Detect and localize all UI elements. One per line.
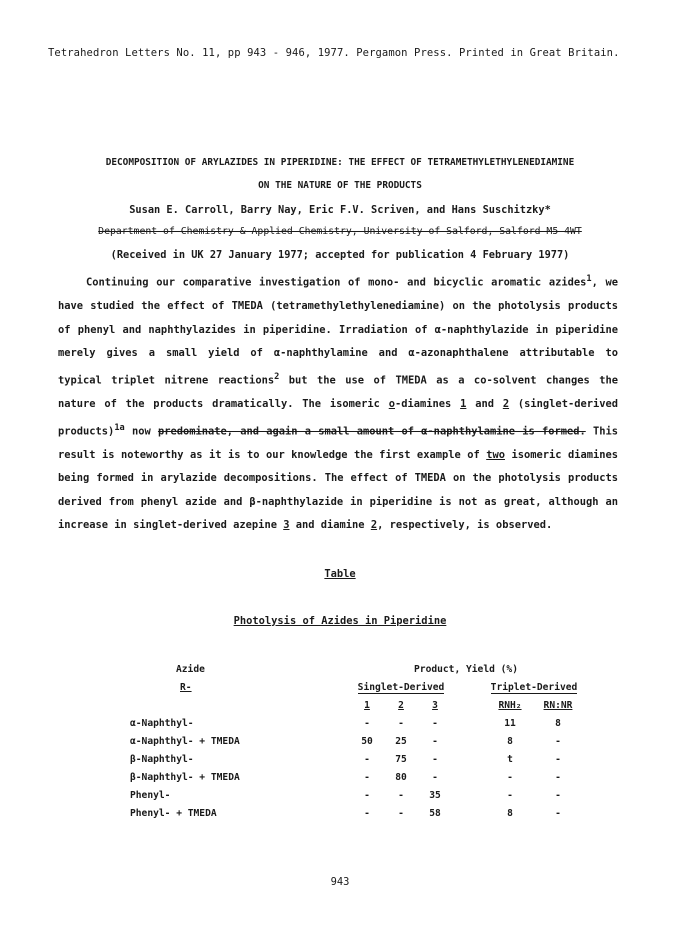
triplet-header-text: Triplet-Derived — [490, 681, 578, 693]
azide-name-cell: α-Naphthyl- — [130, 717, 194, 729]
yield-cell: - — [555, 771, 561, 783]
table-subheader-row — [130, 696, 582, 714]
gap-cell — [452, 714, 486, 732]
author-list: Susan E. Carroll, Barry Nay, Eric F.V. Scriven, and Hans Suschitzky* — [129, 204, 551, 216]
col-rnnr-text: RN:NR — [543, 699, 573, 711]
yield-cell: - — [364, 789, 370, 801]
col-rnh2 — [486, 696, 534, 714]
yield-cell: 8 — [507, 735, 513, 747]
triplet-header — [486, 678, 582, 696]
yield-cell: 50 — [361, 735, 373, 747]
gap-cell — [452, 768, 486, 786]
table-caption-text: Photolysis of Azides in Piperidine — [233, 615, 447, 627]
col-rnh2-text: RNH₂ — [498, 699, 522, 711]
yield-cell: - — [432, 753, 438, 765]
yield-cell: 80 — [395, 771, 407, 783]
gap-cell — [452, 804, 486, 822]
blank-cell — [130, 696, 350, 714]
ortho-prefix: o — [388, 397, 395, 410]
yield-cell: 58 — [429, 807, 441, 819]
text-run: Continuing our comparative investigation of mono- and bicyclic aromatic azides — [86, 276, 587, 289]
text-run: (singlet-derived products) — [58, 397, 618, 437]
gap-cell — [452, 732, 486, 750]
singlet-header — [350, 678, 452, 696]
column-header-r-text: R- — [180, 681, 192, 693]
yield-cell: - — [364, 807, 370, 819]
col-3-text: 3 — [432, 699, 438, 711]
table-caption — [0, 615, 680, 627]
table-row — [130, 768, 582, 786]
compound-number: 1 — [460, 397, 467, 410]
yield-cell: 25 — [395, 735, 407, 747]
received-date: (Received in UK 27 January 1977; accepted for publication 4 February 1977) — [110, 249, 570, 261]
emphasis-two: two — [486, 448, 505, 461]
yield-cell: - — [555, 789, 561, 801]
yield-cell: - — [432, 717, 438, 729]
table-row — [130, 786, 582, 804]
column-header-product: Product, Yield (%) — [414, 663, 518, 675]
yield-cell: - — [507, 789, 513, 801]
gap-cell — [452, 696, 486, 714]
yield-cell: - — [507, 771, 513, 783]
table-row — [130, 750, 582, 768]
struck-text: predominate, and again a small amount of α-naphthylamine is formed. — [157, 424, 586, 437]
affiliation: Department of Chemistry & Applied Chemistry, University of Salford, Salford M5 4WT — [98, 226, 582, 237]
compound-number: 2 — [370, 519, 378, 532]
text-run: , respectively, is observed. — [377, 519, 553, 532]
page-number: 943 — [330, 876, 350, 888]
yield-cell: - — [432, 735, 438, 747]
text-run: This result is noteworthy as it is to our knowledge the first example of — [58, 424, 618, 461]
text-run: , we have studied the effect of TMEDA (tetramethylethylenediamine) on the photolysis products of phenyl and naphthylazides in piperidine. Irradiation of α-naphthylazide in piperidine merely gives a small yield of α-naphthylamine and α-azonaphthalene attributable to typical triplet nitrene reactions — [58, 276, 618, 387]
compound-number: 2 — [502, 397, 510, 410]
col-1-text: 1 — [364, 699, 370, 711]
yield-cell: - — [364, 717, 370, 729]
table-header-row — [130, 660, 582, 678]
yield-cell: 35 — [429, 789, 441, 801]
yield-cell: 8 — [507, 807, 513, 819]
table-row — [130, 732, 582, 750]
table-label — [0, 568, 680, 580]
text-run: now — [124, 424, 158, 437]
column-header-r — [130, 678, 350, 696]
col-2 — [384, 696, 418, 714]
text-run: isomeric diamines being formed in arylazide decompositions. The effect of TMEDA on the photolysis products derived from phenyl azide and β-naphthylazide in piperidine is not as great, although an increase in singlet-derived azepine — [58, 448, 619, 532]
text-run: -diamines — [395, 397, 461, 410]
azide-name-cell: β-Naphthyl- — [130, 753, 194, 765]
column-header-azide: Azide — [176, 663, 205, 675]
gap-cell — [452, 678, 486, 696]
azide-name-cell: Phenyl- — [130, 789, 171, 801]
yield-cell: - — [364, 771, 370, 783]
text-run: and diamine — [289, 519, 371, 532]
text-run: and — [466, 397, 503, 410]
compound-number: 3 — [283, 519, 290, 532]
yield-cell: 8 — [555, 717, 561, 729]
col-1 — [350, 696, 384, 714]
col-2-text: 2 — [398, 699, 404, 711]
yield-cell: - — [398, 717, 404, 729]
table-row — [130, 714, 582, 732]
yield-cell: 11 — [504, 717, 516, 729]
results-table — [130, 660, 582, 822]
yield-cell: - — [555, 735, 561, 747]
azide-name-cell: α-Naphthyl- + TMEDA — [130, 735, 240, 747]
table-label-text: Table — [324, 568, 356, 580]
text-run: but the use of TMEDA as a co-solvent changes the nature of the products dramatically. The isomeric — [58, 374, 618, 410]
azide-name-cell: β-Naphthyl- + TMEDA — [130, 771, 240, 783]
yield-cell: - — [398, 807, 404, 819]
yield-cell: - — [555, 753, 561, 765]
yield-cell: - — [432, 771, 438, 783]
table-row — [130, 804, 582, 822]
yield-cell: - — [398, 789, 404, 801]
paper-title-line-2: ON THE NATURE OF THE PRODUCTS — [258, 180, 422, 191]
singlet-header-text: Singlet-Derived — [357, 681, 445, 693]
reference-marker: 1 — [586, 274, 592, 284]
azide-name-cell: Phenyl- + TMEDA — [130, 807, 217, 819]
col-rnnr — [534, 696, 582, 714]
reference-marker: 2 — [274, 371, 280, 382]
gap-cell — [452, 786, 486, 804]
body-paragraph — [58, 268, 618, 538]
yield-cell: - — [364, 753, 370, 765]
yield-cell: 75 — [395, 753, 407, 765]
yield-cell: - — [555, 807, 561, 819]
reference-marker: 1a — [114, 422, 125, 433]
gap-cell — [452, 750, 486, 768]
table-header-row — [130, 678, 582, 696]
yield-cell: t — [507, 753, 513, 765]
col-3 — [418, 696, 452, 714]
paper-title-line-1: DECOMPOSITION OF ARYLAZIDES IN PIPERIDINE: THE EFFECT OF TETRAMETHYLETHYLENEDIAMINE — [105, 157, 575, 168]
journal-header: Tetrahedron Letters No. 11, pp 943 - 946, 1977. Pergamon Press. Printed in Great Britain. — [48, 47, 620, 59]
